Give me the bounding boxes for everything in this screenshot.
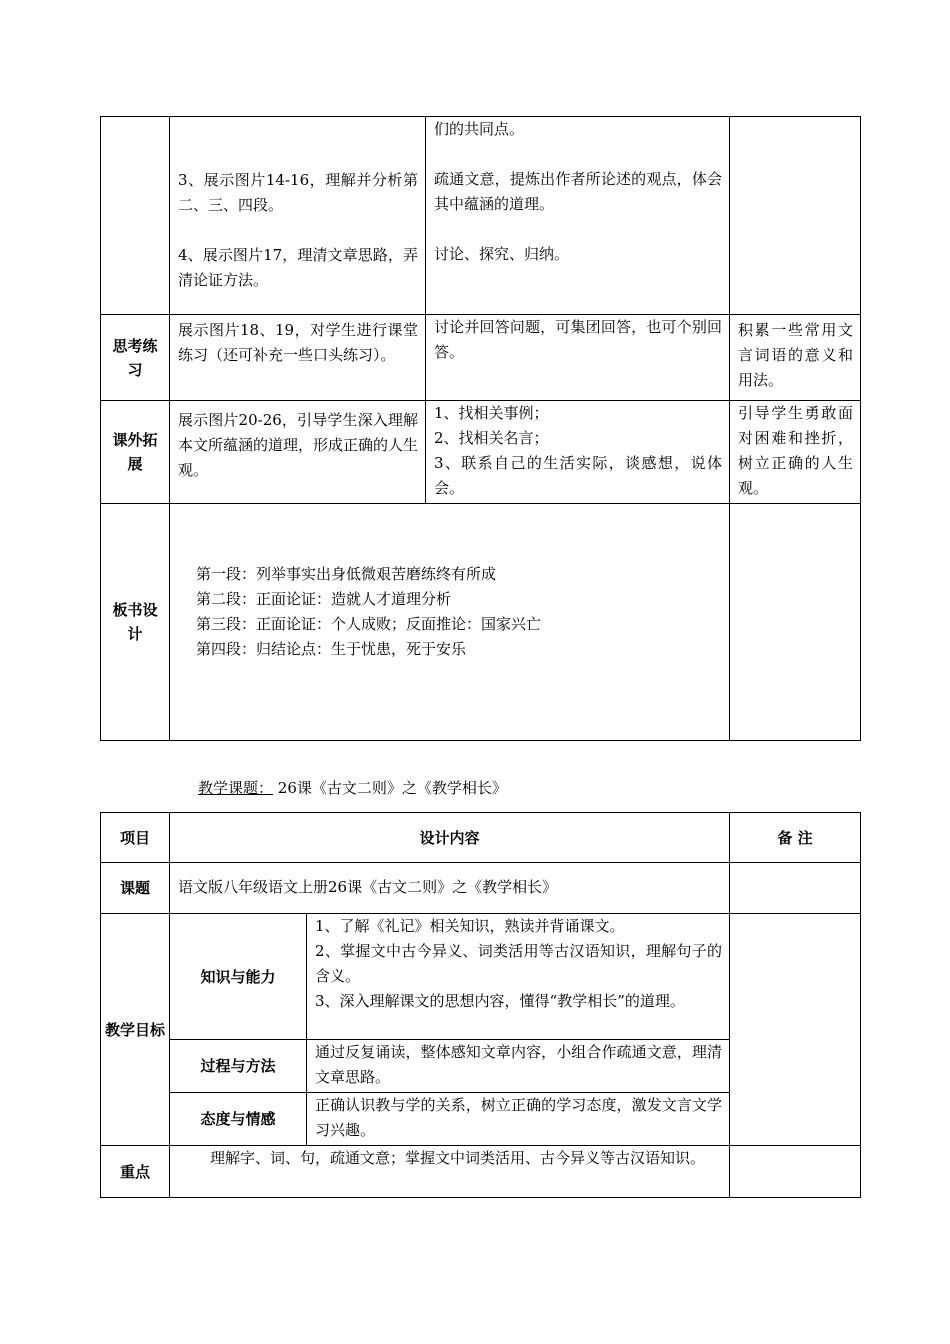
board-line-1: 第一段：列举事实出身低微艰苦磨练终有所成 <box>196 565 497 583</box>
goal-attitude-cell <box>307 1093 730 1146</box>
note-cell <box>730 863 861 914</box>
practice-teacher-text: 展示图片18、19，对学生进行课堂练习（还可补充一些口头练习）。 <box>178 321 418 364</box>
goal-attitude-label: 态度与情感 <box>170 1093 307 1146</box>
table-row-key-point <box>101 1146 861 1198</box>
table-row-topic <box>101 863 861 914</box>
student-activity-cell <box>426 401 730 504</box>
extension-student-line-2: 2、找相关名言； <box>434 429 549 447</box>
teacher-line-3: 3、展示图片14-16，理解并分析第二、三、四段。 <box>178 171 418 214</box>
lesson-title <box>198 777 507 799</box>
board-line-2: 第二段：正面论证：造就人才道理分析 <box>196 590 452 608</box>
teacher-activity-cell <box>170 117 426 315</box>
note-cell <box>730 914 861 1146</box>
teacher-activity-cell <box>170 315 426 401</box>
extension-student-line-3: 3、联系自己的生活实际，谈感想，说体会。 <box>434 454 722 497</box>
table-row-practice <box>101 315 861 401</box>
student-line-1: 们的共同点。 <box>434 120 525 138</box>
knowledge-line-1: 1、了解《礼记》相关知识，熟读并背诵课文。 <box>315 917 625 935</box>
extension-teacher-text: 展示图片20-26，引导学生深入理解本文所蕴涵的道理，形成正确的人生观。 <box>178 411 419 479</box>
knowledge-line-2: 2、掌握文中古今异义、词类活用等古汉语知识，理解句子的含义。 <box>315 942 723 985</box>
student-line-2: 疏通文意，提炼出作者所论述的观点，体会其中蕴涵的道理。 <box>434 170 722 213</box>
row-label-key: 重点 <box>101 1146 170 1198</box>
row-label-practice: 思考练习 <box>101 315 170 401</box>
lesson-title-label: 教学课题： <box>198 779 274 797</box>
topic-cell <box>170 863 730 914</box>
key-point-text: 理解字、词、句，疏通文意；掌握文中词类活用、古今异义等古汉语知识。 <box>210 1149 706 1167</box>
student-activity-cell <box>426 117 730 315</box>
board-line-4: 第四段：归结论点：生于忧患，死于安乐 <box>196 640 467 658</box>
process-text: 通过反复诵读，整体感知文章内容，小组合作疏通文意，理清文章思路。 <box>315 1043 723 1086</box>
header-note: 备 注 <box>730 813 861 863</box>
lesson-plan-table-2 <box>100 812 861 1198</box>
goal-knowledge-label: 知识与能力 <box>170 914 307 1040</box>
goal-process-label: 过程与方法 <box>170 1040 307 1093</box>
table-row-board <box>101 504 861 741</box>
lesson-plan-table-1 <box>100 116 861 741</box>
note-cell <box>730 117 861 315</box>
table-row-goal-knowledge <box>101 914 861 1040</box>
row-label-empty <box>101 117 170 315</box>
header-content: 设计内容 <box>170 813 730 863</box>
board-line-3: 第三段：正面论证：个人成败；反面推论：国家兴亡 <box>196 615 542 633</box>
note-cell <box>730 504 861 741</box>
note-cell <box>730 401 861 504</box>
board-design-cell <box>170 504 730 741</box>
teacher-line-4: 4、展示图片17，理清文章思路，弄清论证方法。 <box>178 246 418 289</box>
knowledge-line-3: 3、深入理解课文的思想内容，懂得“教学相长”的道理。 <box>315 992 685 1010</box>
extension-note-text: 引导学生勇敢面对困难和挫折，树立正确的人生观。 <box>738 404 853 497</box>
practice-note-text: 积累一些常用文言词语的意义和用法。 <box>738 321 853 389</box>
table-row-extension <box>101 401 861 504</box>
practice-student-text: 讨论并回答问题，可集团回答，也可个别回答。 <box>434 318 722 361</box>
table-row-continuation <box>101 117 861 315</box>
note-cell <box>730 315 861 401</box>
row-label-goals: 教学目标 <box>101 914 170 1146</box>
row-label-board: 板书设计 <box>101 504 170 741</box>
goal-process-cell <box>307 1040 730 1093</box>
student-activity-cell <box>426 315 730 401</box>
table-header-row <box>101 813 861 863</box>
teacher-activity-cell <box>170 401 426 504</box>
row-label-topic: 课题 <box>101 863 170 914</box>
row-label-extension: 课外拓展 <box>101 401 170 504</box>
note-cell <box>730 1146 861 1198</box>
key-point-cell <box>170 1146 730 1198</box>
extension-student-line-1: 1、找相关事例； <box>434 404 549 422</box>
goal-knowledge-cell <box>307 914 730 1040</box>
attitude-text: 正确认识教与学的关系，树立正确的学习态度，激发文言文学习兴趣。 <box>315 1096 723 1139</box>
header-item: 项目 <box>101 813 170 863</box>
student-line-3: 讨论、探究、归纳。 <box>434 245 570 263</box>
lesson-title-text: 26课《古文二则》之《教学相长》 <box>273 779 507 797</box>
topic-text: 语文版八年级语文上册26课《古文二则》之《教学相长》 <box>178 877 558 896</box>
